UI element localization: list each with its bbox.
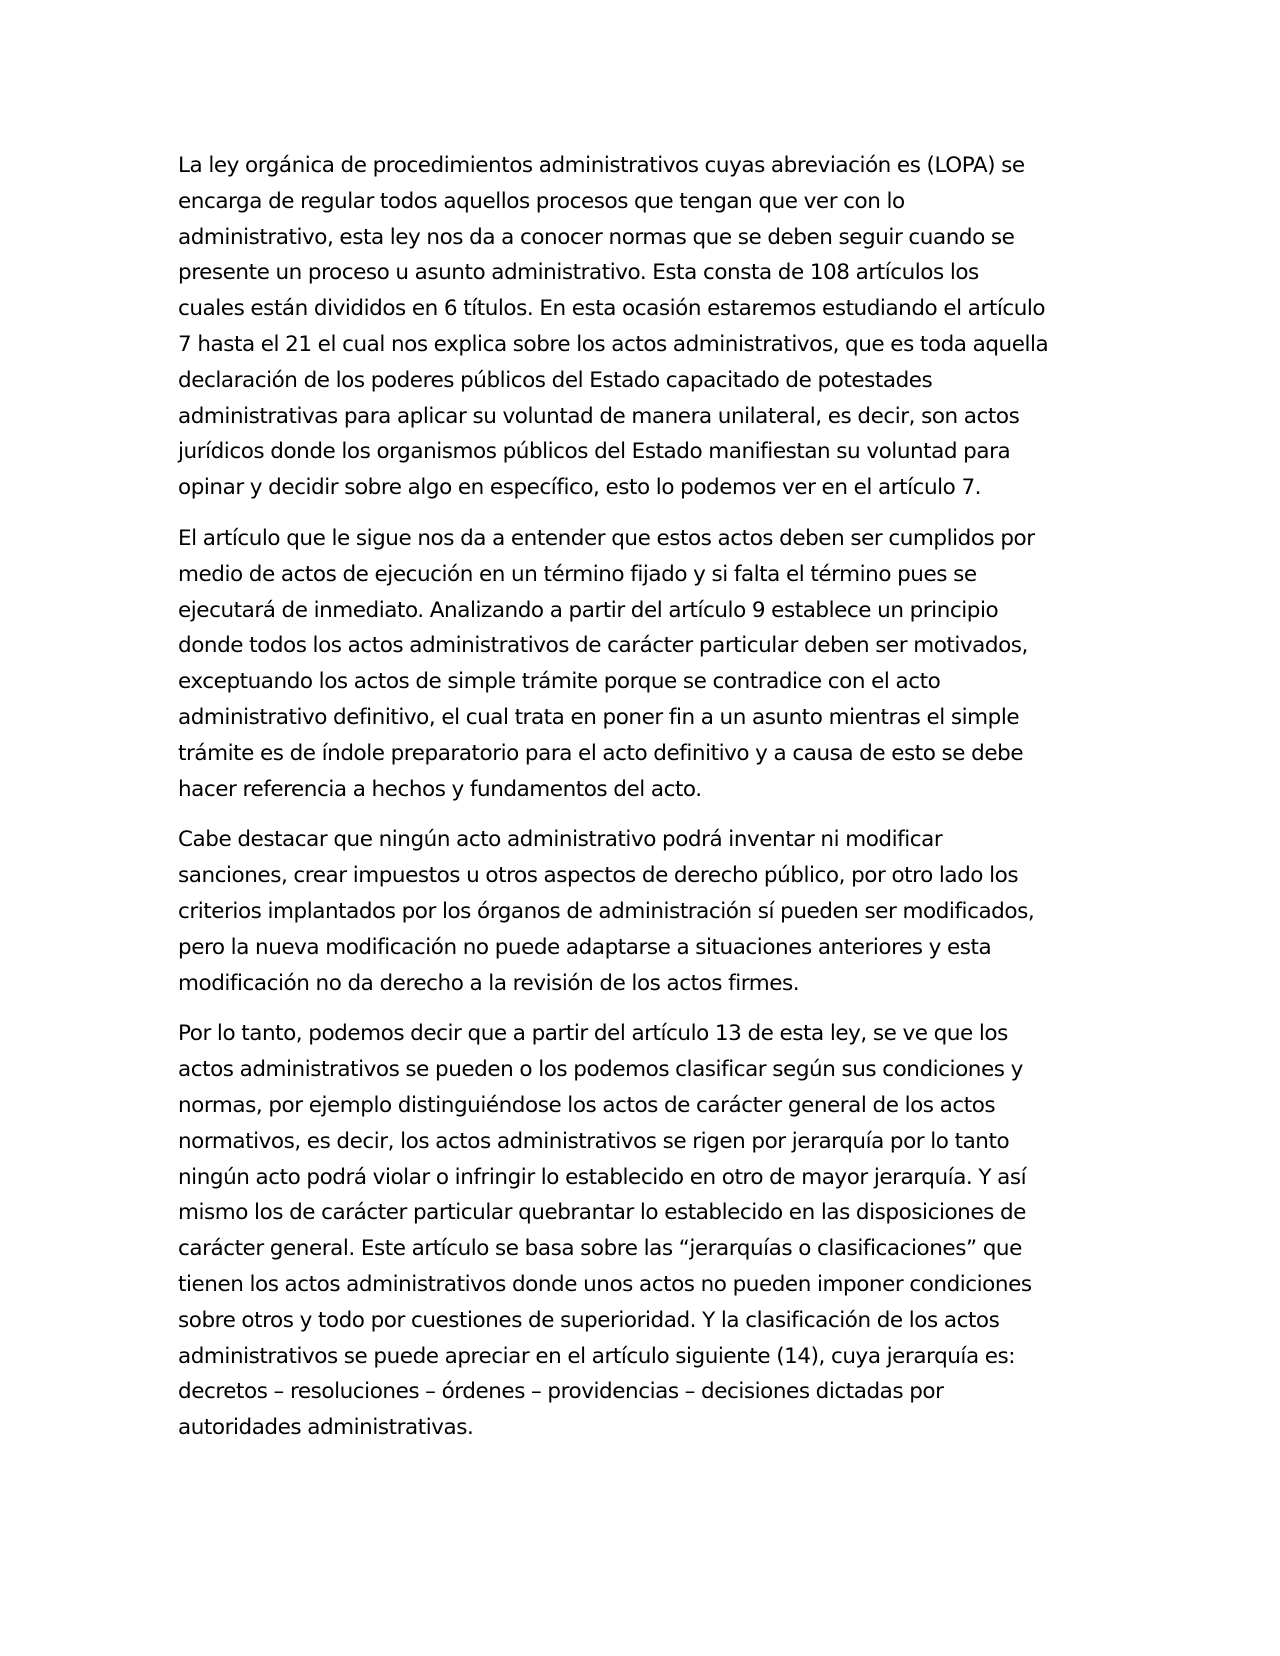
text-line: administrativos se puede apreciar en el artículo siguiente (14), cuya jerarquía es:: [178, 1343, 1016, 1369]
text-line: carácter general. Este artículo se basa sobre las “jerarquías o clasificaciones” que: [178, 1236, 1022, 1262]
text-line: mismo los de carácter particular quebrantar lo establecido en las disposiciones de: [178, 1200, 1026, 1226]
text-line: sobre otros y todo por cuestiones de superioridad. Y la clasificación de los actos: [178, 1307, 1000, 1333]
text-line: hacer referencia a hechos y fundamentos del acto.: [178, 776, 702, 802]
paragraph-1: [178, 148, 1098, 506]
text-line: criterios implantados por los órganos de administración sí pueden ser modificados,: [178, 898, 1035, 924]
text-line: presente un proceso u asunto administrativo. Esta consta de 108 artículos los: [178, 260, 979, 286]
text-line: normas, por ejemplo distinguiéndose los actos de carácter general de los actos: [178, 1092, 996, 1118]
text-line: 7 hasta el 21 el cual nos explica sobre los actos administrativos, que es toda aquella: [178, 331, 1049, 357]
text-line: Cabe destacar que ningún acto administrativo podrá inventar ni modificar: [178, 827, 943, 853]
text-line: pero la nueva modificación no puede adaptarse a situaciones anteriores y esta: [178, 934, 992, 960]
text-line: decretos – resoluciones – órdenes – providencias – decisiones dictadas por: [178, 1379, 944, 1405]
text-line: normativos, es decir, los actos administrativos se rigen por jerarquía por lo tanto: [178, 1128, 1010, 1154]
text-line: tienen los actos administrativos donde unos actos no pueden imponer condiciones: [178, 1271, 1032, 1297]
text-line: donde todos los actos administrativos de carácter particular deben ser motivados,: [178, 633, 1028, 659]
text-line: modificación no da derecho a la revisión de los actos firmes.: [178, 970, 800, 996]
paragraph-3: [178, 822, 1098, 1001]
document-body: [178, 148, 1098, 1461]
text-line: administrativas para aplicar su voluntad de manera unilateral, es decir, son actos: [178, 403, 1020, 429]
text-line: El artículo que le sigue nos da a entender que estos actos deben ser cumplidos por: [178, 525, 1035, 551]
paragraph-2: [178, 521, 1098, 807]
text-line: administrativo definitivo, el cual trata en poner fin a un asunto mientras el simple: [178, 704, 1020, 730]
text-line: opinar y decidir sobre algo en específico, esto lo podemos ver en el artículo 7.: [178, 475, 982, 501]
text-line: encarga de regular todos aquellos procesos que tengan que ver con lo: [178, 188, 905, 214]
text-line: ningún acto podrá violar o infringir lo establecido en otro de mayor jerarquía. Y así: [178, 1164, 1027, 1190]
text-line: exceptuando los actos de simple trámite porque se contradice con el acto: [178, 669, 941, 695]
text-line: autoridades administrativas.: [178, 1415, 474, 1441]
text-line: declaración de los poderes públicos del Estado capacitado de potestades: [178, 367, 933, 393]
text-line: trámite es de índole preparatorio para el acto definitivo y a causa de esto se debe: [178, 740, 1024, 766]
text-line: La ley orgánica de procedimientos administrativos cuyas abreviación es (LOPA) se: [178, 153, 1025, 178]
text-line: sanciones, crear impuestos u otros aspectos de derecho público, por otro lado los: [178, 863, 1019, 889]
text-line: actos administrativos se pueden o los podemos clasificar según sus condiciones y: [178, 1057, 1023, 1083]
paragraph-4: [178, 1016, 1098, 1446]
text-line: ejecutará de inmediato. Analizando a partir del artículo 9 establece un principio: [178, 597, 999, 623]
text-line: Por lo tanto, podemos decir que a partir del artículo 13 de esta ley, se ve que los: [178, 1021, 1008, 1047]
text-line: medio de actos de ejecución en un término fijado y si falta el término pues se: [178, 561, 977, 587]
text-line: administrativo, esta ley nos da a conocer normas que se deben seguir cuando se: [178, 224, 1015, 250]
text-line: jurídicos donde los organismos públicos del Estado manifiestan su voluntad para: [178, 439, 1011, 465]
text-line: cuales están divididos en 6 títulos. En esta ocasión estaremos estudiando el artículo: [178, 296, 1046, 322]
